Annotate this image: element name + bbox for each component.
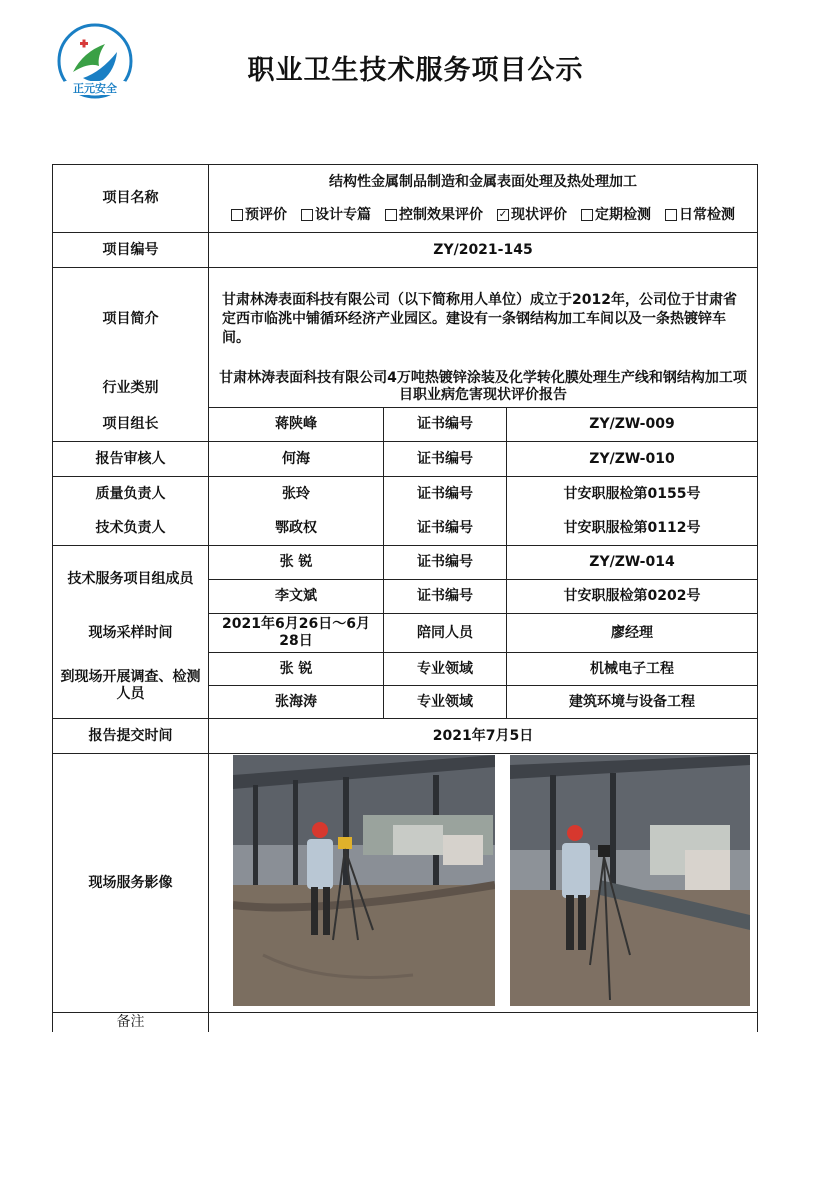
site-staff-name: 张 锐	[279, 660, 313, 677]
cert-label: 证书编号	[417, 588, 473, 604]
team-member-cert: ZY/ZW-014	[589, 554, 675, 570]
person-name: 蒋陕峰	[275, 416, 317, 432]
site-staff-label: 到现场开展调查、检测人员	[60, 668, 201, 702]
option-control-effect[interactable]: 控制效果评价	[385, 207, 483, 224]
site-staff-field: 建筑环境与设备工程	[569, 693, 695, 710]
sampling-label: 现场采样时间	[88, 624, 173, 641]
project-number-label: 项目编号	[102, 241, 159, 258]
person-name: 何海	[282, 450, 310, 467]
evaluation-type-options	[209, 203, 757, 227]
project-number-value: ZY/2021-145	[433, 241, 533, 258]
person-name: 鄂政权	[275, 519, 317, 536]
cert-label: 证书编号	[417, 519, 473, 536]
role-label: 项目组长	[102, 416, 159, 432]
option-status-evaluation[interactable]: ✓ 现状评价	[498, 206, 567, 223]
cert-label: 证书编号	[417, 450, 473, 467]
cert-number: 甘安职服检第0112号	[563, 519, 701, 536]
team-member-name: 张 锐	[279, 554, 313, 570]
option-pre-evaluation[interactable]: 预评价	[231, 207, 287, 224]
site-photo-1	[233, 755, 495, 1006]
site-photo-2	[510, 755, 750, 1006]
cert-number: ZY/ZW-010	[589, 450, 675, 467]
role-label: 质量负责人	[95, 485, 166, 502]
remarks-label: 备注	[116, 1014, 145, 1030]
industry-label: 行业类别	[102, 379, 159, 396]
photos-label: 现场服务影像	[88, 874, 173, 891]
industry-value: 甘肃林涛表面科技有限公司4万吨热镀锌涂装及化学转化膜处理生产线和钢结构加工项目职业病危害现状评价报告	[219, 370, 747, 403]
submit-label: 报告提交时间	[88, 727, 173, 744]
cert-number: 甘安职服检第0155号	[563, 485, 701, 502]
option-design[interactable]: 设计专篇	[301, 207, 371, 224]
site-staff-field: 机械电子工程	[590, 660, 674, 677]
checkbox-icon	[581, 209, 593, 221]
role-label: 技术负责人	[95, 519, 166, 536]
team-member-cert: 甘安职服检第0202号	[563, 588, 701, 604]
project-name-label: 项目名称	[102, 190, 159, 206]
checkbox-icon	[665, 209, 677, 221]
field-label: 专业领域	[417, 693, 473, 710]
checkbox-icon	[385, 209, 397, 221]
option-daily-test[interactable]: 日常检测	[665, 207, 735, 224]
checkbox-icon	[301, 209, 313, 221]
cert-label: 证书编号	[417, 554, 473, 570]
checkbox-icon	[231, 209, 243, 221]
project-intro-label: 项目简介	[102, 310, 159, 327]
project-name-value: 结构性金属制品制造和金属表面处理及热处理加工	[329, 173, 637, 190]
logo-text: 正元安全	[73, 82, 117, 95]
cert-label: 证书编号	[417, 416, 473, 432]
companion-value: 廖经理	[611, 624, 653, 641]
site-staff-name: 张海涛	[275, 693, 317, 710]
remarks-value	[209, 1013, 757, 1032]
submit-value: 2021年7月5日	[432, 727, 534, 744]
checkbox-checked-icon: ✓	[498, 209, 508, 220]
role-label: 报告审核人	[95, 450, 166, 467]
field-label: 专业领域	[417, 660, 473, 677]
companion-label: 陪同人员	[417, 624, 473, 641]
page-title: 职业卫生技术服务项目公示	[247, 55, 584, 86]
person-name: 张玲	[282, 485, 310, 502]
cert-label: 证书编号	[417, 485, 473, 502]
team-label: 技术服务项目组成员	[67, 571, 194, 587]
project-intro-value: 甘肃林涛表面科技有限公司（以下简称用人单位）成立于2012年，公司位于甘肃省定西市临洮中铺循环经济产业园区。建设有一条钢结构加工车间以及一条热镀锌车间。	[222, 291, 737, 346]
sampling-value: 2021年6月26日～6月28日	[222, 616, 370, 649]
cert-number: ZY/ZW-009	[589, 416, 675, 432]
team-member-name: 李文斌	[275, 588, 317, 604]
option-periodic-test[interactable]: 定期检测	[581, 207, 651, 224]
